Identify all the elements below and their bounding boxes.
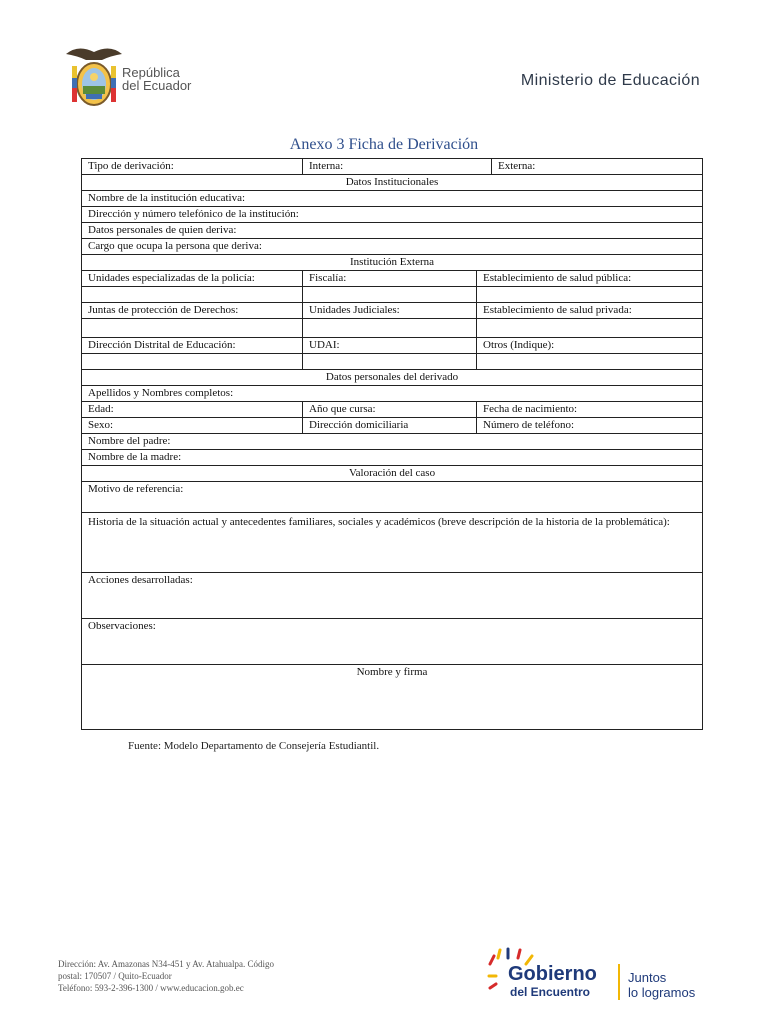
unidades-judiciales-input[interactable] — [303, 319, 477, 338]
salud-privada-label: Establecimiento de salud privada: — [477, 303, 703, 319]
juntas-label: Juntas de protección de Derechos: — [82, 303, 303, 319]
datos-quien-deriva-field[interactable]: Datos personales de quien deriva: — [82, 223, 703, 239]
juntas-input[interactable] — [82, 319, 303, 338]
juntos-text: Juntos — [628, 970, 667, 985]
nombre-padre-field[interactable]: Nombre del padre: — [82, 434, 703, 450]
direccion-distrital-input[interactable] — [82, 354, 303, 370]
edad-field[interactable]: Edad: — [82, 402, 303, 418]
otros-input[interactable] — [477, 354, 703, 370]
direccion-institucion-field[interactable]: Dirección y número telefónico de la institución: — [82, 207, 703, 223]
historia-field[interactable]: Historia de la situación actual y antecedentes familiares, sociales y académicos (breve descripción de la historia de la problemática): — [82, 513, 703, 573]
sexo-field[interactable]: Sexo: — [82, 418, 303, 434]
republica-del-ecuador-text: República del Ecuador — [122, 65, 192, 93]
interna-field[interactable]: Interna: — [303, 159, 492, 175]
externa-field[interactable]: Externa: — [492, 159, 703, 175]
divider — [618, 964, 620, 1000]
salud-publica-input[interactable] — [477, 287, 703, 303]
section-institucion-externa: Institución Externa — [82, 255, 703, 271]
apellidos-nombres-field[interactable]: Apellidos y Nombres completos: — [82, 386, 703, 402]
otros-label: Otros (Indique): — [477, 338, 703, 354]
direccion-domiciliaria-field[interactable]: Dirección domiciliaria — [303, 418, 477, 434]
fecha-nacimiento-field[interactable]: Fecha de nacimiento: — [477, 402, 703, 418]
salud-privada-input[interactable] — [477, 319, 703, 338]
numero-telefono-field[interactable]: Número de teléfono: — [477, 418, 703, 434]
gobierno-del-encuentro-logo — [486, 946, 716, 1002]
udai-input[interactable] — [303, 354, 477, 370]
document-title: Anexo 3 Ficha de Derivación — [289, 136, 479, 153]
direccion-distrital-label: Dirección Distrital de Educación: — [82, 338, 303, 354]
motivo-field[interactable]: Motivo de referencia: — [82, 482, 703, 513]
ecuador-coat-of-arms-logo — [64, 44, 124, 110]
gobierno-text: Gobierno — [508, 963, 597, 985]
cargo-field[interactable]: Cargo que ocupa la persona que deriva: — [82, 239, 703, 255]
observaciones-field[interactable]: Observaciones: — [82, 619, 703, 665]
footer-address: Dirección: Av. Amazonas N34-451 y Av. Atahualpa. Código postal: 170507 / Quito-Ecuador Teléfono: 593-2-396-1300 / www.educacion.gob.ec — [58, 959, 274, 993]
del-encuentro-text: del Encuentro — [510, 985, 591, 999]
form-row — [82, 159, 703, 175]
derivation-form — [81, 158, 703, 730]
section-datos-derivado: Datos personales del derivado — [82, 370, 703, 386]
section-valoracion: Valoración del caso — [82, 466, 703, 482]
fiscalia-input[interactable] — [303, 287, 477, 303]
lo-logramos-text: lo logramos — [628, 985, 696, 1000]
nombre-firma-field[interactable]: Nombre y firma — [82, 665, 703, 730]
source-note: Fuente: Modelo Departamento de Consejería Estudiantil. — [128, 740, 380, 752]
tipo-label: Tipo de derivación: — [82, 159, 303, 175]
salud-publica-label: Establecimiento de salud pública: — [477, 271, 703, 287]
unidades-policia-label: Unidades especializadas de la policía: — [82, 271, 303, 287]
unidades-policia-input[interactable] — [82, 287, 303, 303]
acciones-field[interactable]: Acciones desarrolladas: — [82, 573, 703, 619]
nombre-institucion-field[interactable]: Nombre de la institución educativa: — [82, 191, 703, 207]
anio-cursa-field[interactable]: Año que cursa: — [303, 402, 477, 418]
udai-label: UDAI: — [303, 338, 477, 354]
ministerio-header: Ministerio de Educación — [520, 72, 700, 89]
unidades-judiciales-label: Unidades Judiciales: — [303, 303, 477, 319]
section-datos-institucionales: Datos Institucionales — [82, 175, 703, 191]
fiscalia-label: Fiscalía: — [303, 271, 477, 287]
nombre-madre-field[interactable]: Nombre de la madre: — [82, 450, 703, 466]
